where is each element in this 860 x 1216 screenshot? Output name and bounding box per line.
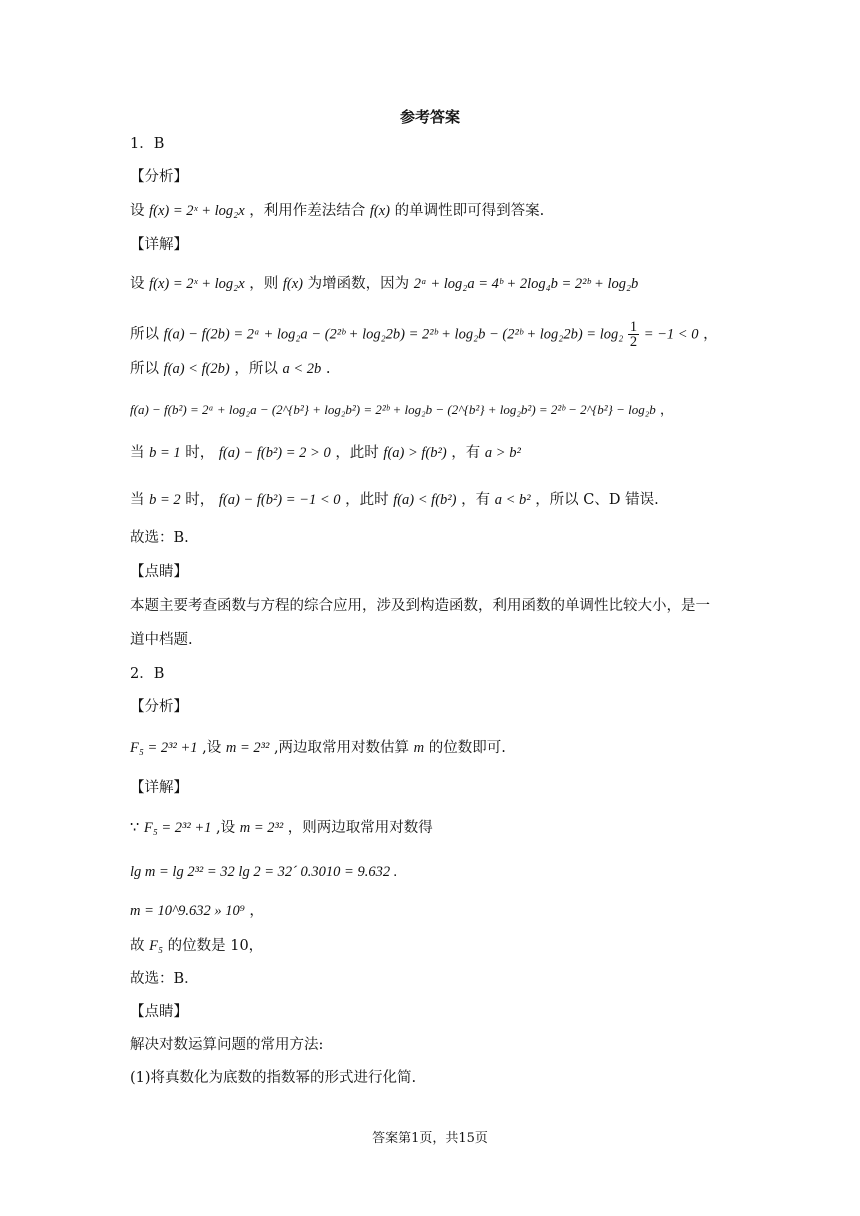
math-expr: f(a) < f(2b) — [163, 361, 230, 377]
q1-detail-line-5: 当 b = 1 时， f(a) − f(b²) = 2 > 0 ，此时 f(a) > f(b²) ，有 a > b² — [130, 445, 521, 461]
q1-detail-line-2: 所以 f(a) − f(2b) = 2ᵃ + log₂a − (2²ᵇ + log₂2b) = 2²ᵇ + log₂b − (2²ᵇ + log₂2b) = log₂ $\frac{1}{2}$ = −1 < 0 ， — [130, 319, 718, 350]
q2-detail-line-1: ∵ F₅ = 2³² +1 ,设 m = 2³² ，则两边取常用对数得 — [130, 820, 433, 836]
q1-detail-line-4: f(a) − f(b²) = 2ᵃ + log₂a − (2^{b²} + log₂b²) = 2²ᵇ + log₂b − (2^{b²} + log₂b²) = 2²ᵇ − 2^{b²} − log₂b ， — [130, 402, 673, 418]
math-expr: m = 2³² — [239, 820, 284, 836]
q2-comment-line-1: 解决对数运算问题的常用方法: — [130, 1037, 324, 1053]
q2-detail-line-4: 故 F₅ 的位数是 10， — [130, 938, 264, 954]
math-expr: f(x) = 2ˣ + log₂x — [149, 203, 245, 219]
q1-comment-line-1: 本题主要考查函数与方程的综合应用，涉及到构造函数，利用函数的单调性比较大小，是一 — [130, 598, 710, 614]
math-expr: m — [413, 740, 425, 756]
q1-analysis-heading: 【分析】 — [130, 169, 188, 185]
page-title: 参考答案 — [399, 108, 460, 126]
math-expr: f(x) — [282, 276, 303, 292]
math-expr: 2ᵃ + log₂a = 4ᵇ + 2log₄b = 2²ᵇ + log₂b — [413, 276, 639, 292]
q1-detail-line-3: 所以 f(a) < f(2b) ，所以 a < 2b . — [130, 361, 331, 377]
math-expr: f(a) − f(b²) = 2 > 0 — [218, 445, 331, 461]
math-expr: b = 2 — [149, 492, 181, 508]
q2-detail-line-3: m = 10^9.632 » 10⁹ ， — [130, 903, 264, 919]
q2-comment-line-2: (1)将真数化为底数的指数幂的形式进行化简. — [130, 1070, 417, 1086]
q1-detail-line-1: 设 f(x) = 2ˣ + log₂x ，则 f(x) 为增函数，因为 2ᵃ + log₂a = 4ᵇ + 2log₄b = 2²ᵇ + log₂b — [130, 276, 639, 292]
math-expr: m = 2³² — [225, 740, 270, 756]
fraction: $\frac{1}{2}$ — [629, 319, 638, 350]
math-expr: m = 10^9.632 » 10⁹ — [130, 903, 245, 919]
math-expr: a < 2b — [282, 361, 322, 377]
q2-comment-heading: 【点睛】 — [130, 1004, 188, 1020]
math-expr: f(a) − f(b²) = 2ᵃ + log₂a − (2^{b²} + log₂b²) = 2²ᵇ + log₂b − (2^{b²} + log₂b²) = 2²ᵇ − 2^{b²} − log₂b — [130, 402, 656, 417]
q1-detail-heading: 【详解】 — [130, 237, 188, 253]
math-expr: a < b² — [494, 492, 531, 508]
page-footer: 答案第1页，共15页 — [372, 1131, 488, 1146]
q2-analysis-heading: 【分析】 — [130, 699, 188, 715]
q1-comment-line-2: 道中档题. — [130, 632, 193, 648]
math-expr: f(x) — [369, 203, 390, 219]
math-expr: lg m = lg 2³² = 32 lg 2 = 32´ 0.3010 = 9.632 . — [130, 864, 398, 880]
q2-number: 2．B — [130, 666, 165, 682]
q1-number: 1．B — [130, 136, 165, 152]
math-expr: F₅ — [149, 938, 164, 954]
q2-choice: 故选：B． — [130, 971, 199, 987]
q2-detail-heading: 【详解】 — [130, 780, 188, 796]
math-expr: F₅ = 2³² +1 — [130, 740, 198, 756]
math-expr: F₅ = 2³² +1 — [143, 820, 212, 836]
q1-comment-heading: 【点睛】 — [130, 564, 188, 580]
math-expr: b = 1 — [149, 445, 181, 461]
math-expr: = −1 < 0 — [643, 326, 699, 343]
q2-analysis-line: F₅ = 2³² +1 ,设 m = 2³² ,两边取常用对数估算 m 的位数即可. — [130, 740, 506, 756]
math-expr: f(a) > f(b²) — [383, 445, 447, 461]
math-expr: f(a) − f(2b) = 2ᵃ + log₂a − (2²ᵇ + log₂2b) = 2²ᵇ + log₂b − (2²ᵇ + log₂2b) = log₂ — [163, 326, 624, 343]
math-expr: f(a) < f(b²) — [393, 492, 457, 508]
q1-analysis-line: 设 f(x) = 2ˣ + log₂x ，利用作差法结合 f(x) 的单调性即可得到答案. — [130, 203, 545, 219]
q1-detail-line-6: 当 b = 2 时， f(a) − f(b²) = −1 < 0 ，此时 f(a) < f(b²) ，有 a < b² ，所以 C、D 错误. — [130, 492, 659, 508]
math-expr: f(x) = 2ˣ + log₂x — [149, 276, 245, 292]
math-expr: a > b² — [484, 445, 521, 461]
math-expr: f(a) − f(b²) = −1 < 0 — [218, 492, 341, 508]
q2-detail-line-2 — [130, 862, 397, 882]
q1-choice: 故选：B. — [130, 530, 189, 546]
